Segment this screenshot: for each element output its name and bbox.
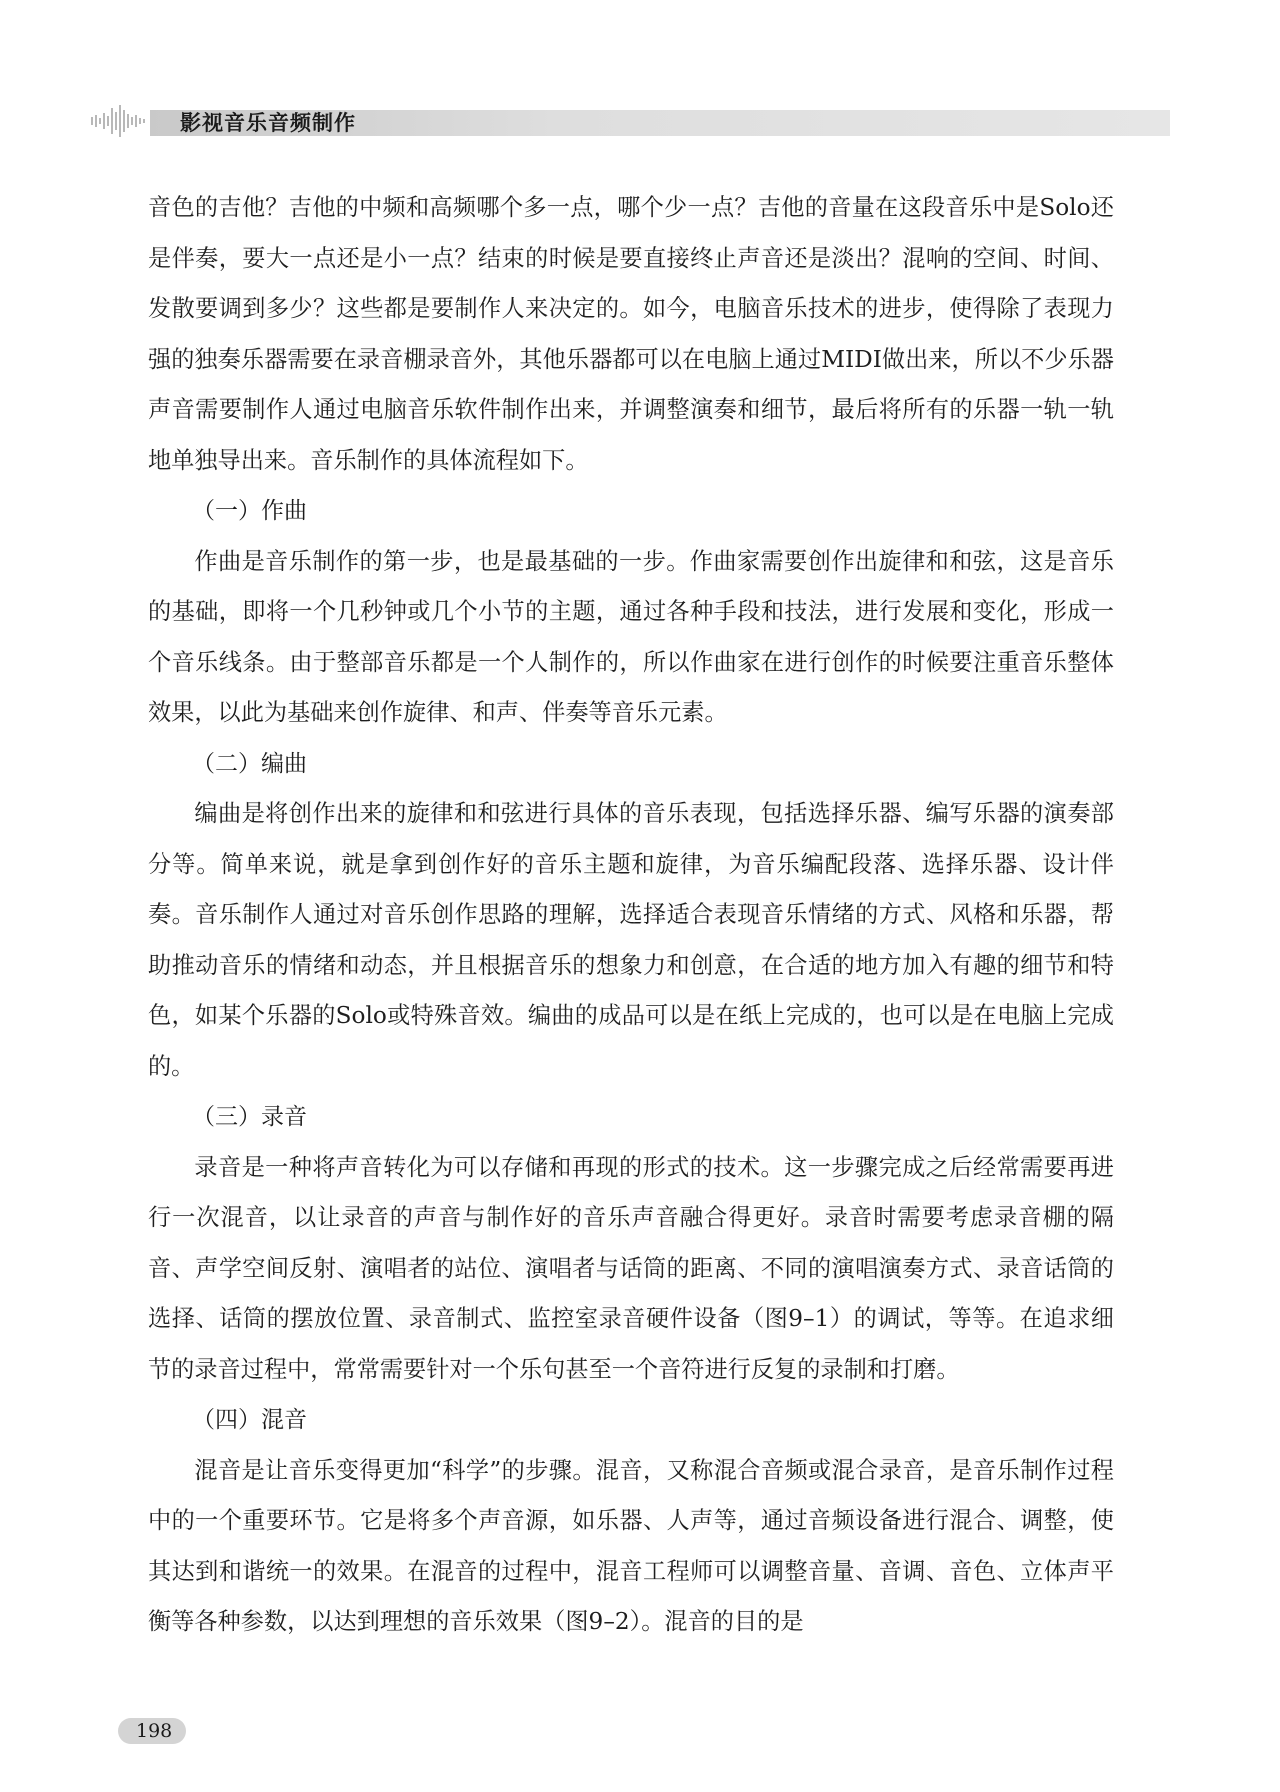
section-heading-recording: （三）录音 <box>192 1104 307 1130</box>
waveform-icon <box>90 104 150 138</box>
running-header <box>90 104 1110 138</box>
paragraph-composition: 作曲是音乐制作的第一步，也是最基础的一步。作曲家需要创作出旋律和和弦，这是音乐的基础，即将一个几秒钟或几个小节的主题，通过各种手段和技法，进行发展和变化，形成一个音乐线条。由于整部音乐都是一个人制作的，所以作曲家在进行创作的时候要注重音乐整体效果，以此为基础来创作旋律、和声、伴奏等音乐元素。 <box>148 547 1114 726</box>
section-heading-composition: （一）作曲 <box>192 498 307 524</box>
paragraph-arrangement: 编曲是将创作出来的旋律和和弦进行具体的音乐表现，包括选择乐器、编写乐器的演奏部分等。简单来说，就是拿到创作好的音乐主题和旋律，为音乐编配段落、选择乐器、设计伴奏。音乐制作人通过对音乐创作思路的理解，选择适合表现音乐情绪的方式、风格和乐器，帮助推动音乐的情绪和动态，并且根据音乐的想象力和创意，在合适的地方加入有趣的细节和特色，如某个乐器的Solo或特殊音效。编曲的成品可以是在纸上完成的，也可以是在电脑上完成的。 <box>148 800 1114 1080</box>
section-heading-mixing: （四）混音 <box>192 1407 307 1433</box>
page-footer <box>118 1716 198 1746</box>
paragraph-mixing: 混音是让音乐变得更加“科学”的步骤。混音，又称混合音频或混合录音，是音乐制作过程中的一个重要环节。它是将多个声音源，如乐器、人声等，通过音频设备进行混合、调整，使其达到和谐统一的效果。在混音的过程中，混音工程师可以调整音量、音调、音色、立体声平衡等各种参数，以达到理想的音乐效果（图9–2）。混音的目的是 <box>148 1456 1114 1635</box>
paragraph-recording: 录音是一种将声音转化为可以存储和再现的形式的技术。这一步骤完成之后经常需要再进行一次混音，以让录音的声音与制作好的音乐声音融合得更好。录音时需要考虑录音棚的隔音、声学空间反射、演唱者的站位、演唱者与话筒的距离、不同的演唱演奏方式、录音话筒的选择、话筒的摆放位置、录音制式、监控室录音硬件设备（图9–1）的调试，等等。在追求细节的录音过程中，常常需要针对一个乐句甚至一个音符进行反复的录制和打磨。 <box>148 1153 1114 1383</box>
section-heading-arrangement: （二）编曲 <box>192 750 307 777</box>
paragraph-intro: 音色的吉他？吉他的中频和高频哪个多一点，哪个少一点？吉他的音量在这段音乐中是Solo还是伴奏，要大一点还是小一点？结束的时候是要直接终止声音还是淡出？混响的空间、时间、发散要调到多少？这些都是要制作人来决定的。如今，电脑音乐技术的进步，使得除了表现力强的独奏乐器需要在录音棚录音外，其他乐器都可以在电脑上通过MIDI做出来，所以不少乐器声音需要制作人通过电脑音乐软件制作出来，并调整演奏和细节，最后将所有的乐器一轨一轨地单独导出来。音乐制作的具体流程如下。 <box>148 194 1114 474</box>
book-title: 影视音乐音频制作 <box>180 111 356 135</box>
page-body <box>148 183 1114 1648</box>
page-number: 198 <box>136 1720 173 1742</box>
